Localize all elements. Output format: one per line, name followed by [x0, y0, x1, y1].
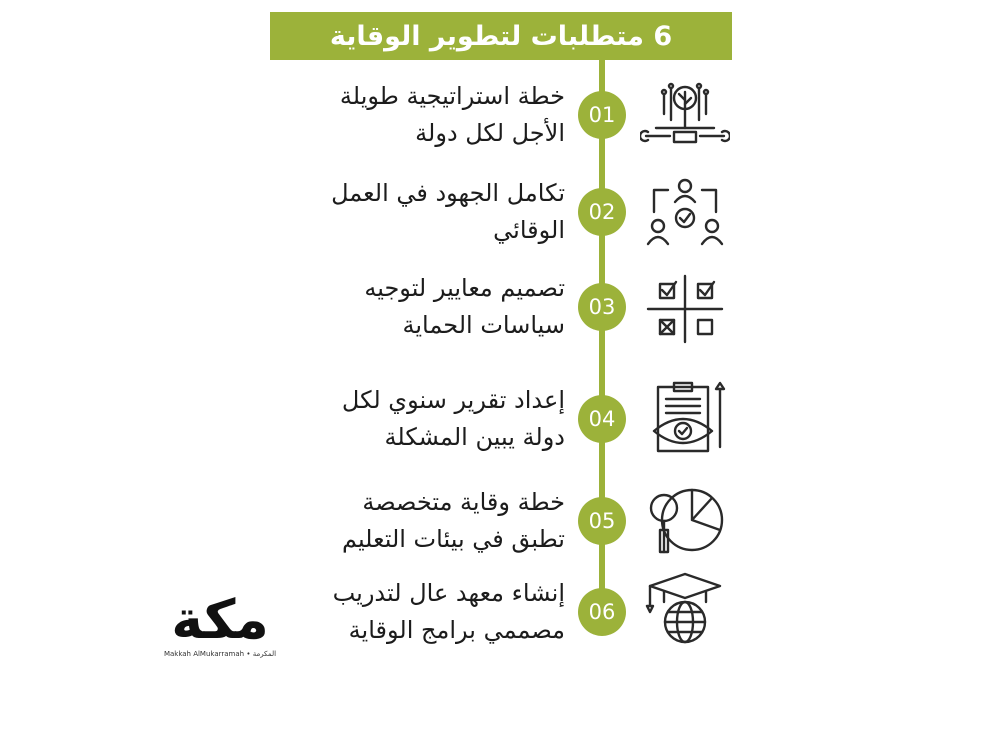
step-3-line-1: تصميم معايير لتوجيه — [364, 274, 565, 302]
step-6-text — [265, 575, 565, 649]
page-title: 6 متطلبات لتطوير الوقاية — [329, 20, 673, 52]
step-3-text — [265, 270, 565, 344]
step-2-line-1: تكامل الجهود في العمل — [331, 179, 565, 207]
step-2-number: 02 — [578, 188, 626, 236]
step-4-line-1: إعداد تقرير سنوي لكل — [341, 386, 565, 414]
step-6-number: 06 — [578, 588, 626, 636]
step-4-text — [265, 382, 565, 456]
step-6-line-1: إنشاء معهد عال لتدريب — [332, 579, 565, 607]
logo-subtitle: Makkah AlMukarramah • المكرمة — [163, 650, 277, 658]
step-1-number: 01 — [578, 91, 626, 139]
step-2-line-2: الوقائي — [493, 216, 565, 244]
step-5-line-2: تطبق في بيئات التعليم — [341, 525, 565, 553]
logo-mark: مكة — [171, 588, 269, 651]
step-3-number: 03 — [578, 283, 626, 331]
tree-circuit-wrench-icon — [640, 80, 730, 154]
people-collaboration-icon — [640, 176, 730, 250]
step-1-line-2: الأجل لكل دولة — [415, 119, 565, 147]
step-6-line-2: مصممي برامج الوقاية — [348, 616, 565, 644]
step-4-number: 04 — [578, 395, 626, 443]
step-3-line-2: سياسات الحماية — [402, 311, 565, 339]
graduation-globe-icon — [640, 572, 730, 646]
title-banner — [270, 12, 732, 60]
magnifier-pie-icon — [640, 484, 730, 558]
clipboard-eye-icon — [640, 381, 730, 455]
step-5-line-1: خطة وقاية متخصصة — [362, 488, 565, 516]
checklist-grid-icon — [640, 272, 730, 346]
step-1-text — [265, 78, 565, 152]
step-5-number: 05 — [578, 497, 626, 545]
step-1-line-1: خطة استراتيجية طويلة — [339, 82, 565, 110]
step-5-text — [265, 484, 565, 558]
step-2-text — [265, 175, 565, 249]
step-4-line-2: دولة يبين المشكلة — [384, 423, 565, 451]
makkah-logo — [150, 588, 290, 668]
